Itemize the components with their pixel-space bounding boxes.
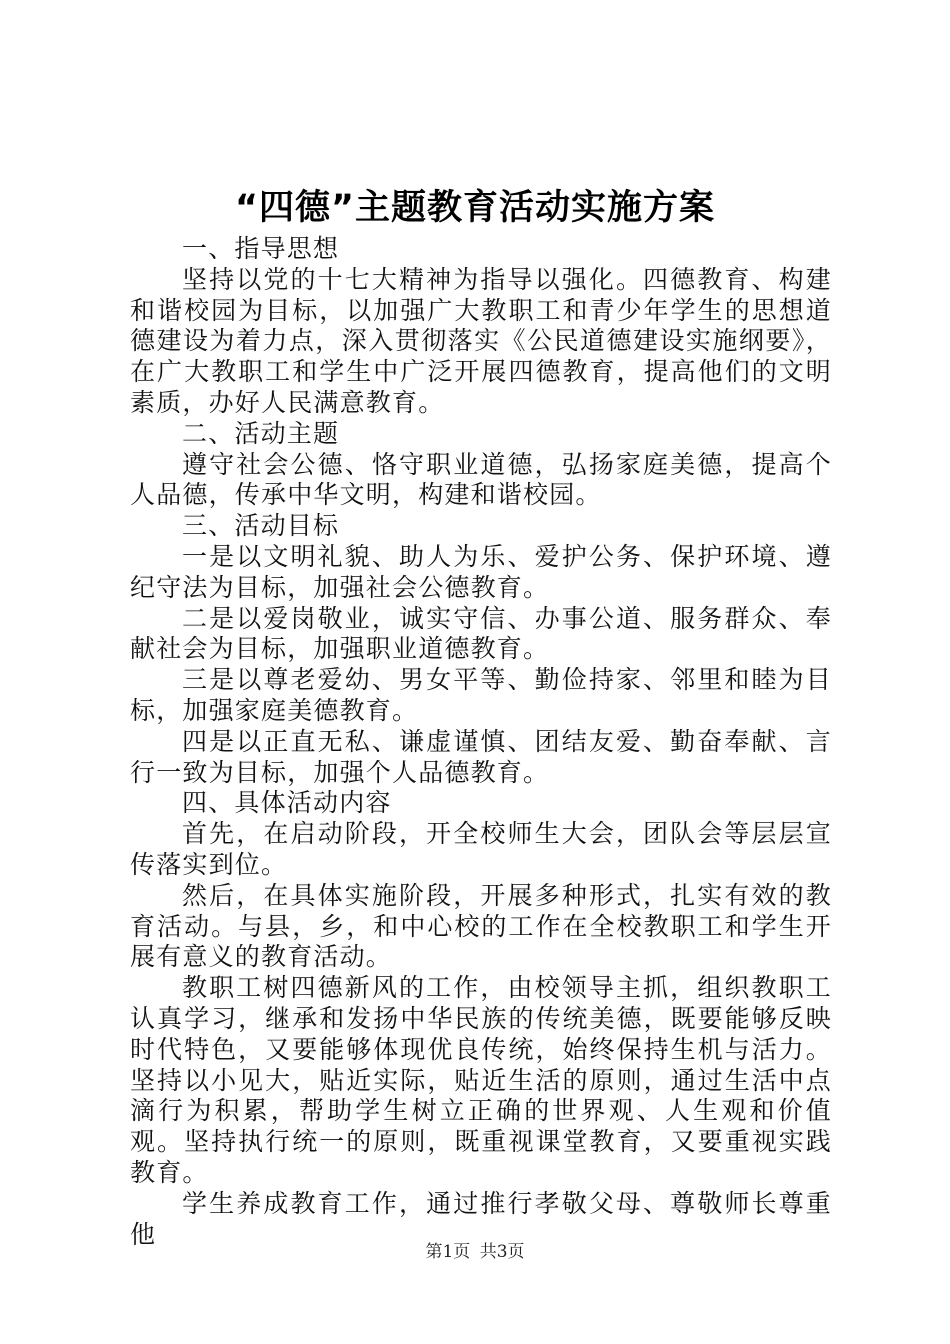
paragraph: 坚持以党的十七大精神为指导以强化。四德教育、构建和谐校园为目标，以加强广大教职工和青少年学生的思想道德建设为着力点，深入贯彻落实《公民道德建设实施纲要》，在广大教职工和学生中广泛开展四德教育，提高他们的文明素质，办好人民满意教育。	[130, 264, 832, 417]
page-number: 第1页	[425, 1242, 471, 1262]
paragraph: 学生养成教育工作，通过推行孝敬父母、尊敬师长尊重他	[130, 1188, 832, 1249]
paragraph: 二是以爱岗敬业，诚实守信、办事公道、服务群众、奉献社会为目标，加强职业道德教育。	[130, 603, 832, 664]
document-body	[130, 234, 832, 1250]
paragraph: 一是以文明礼貌、助人为乐、爱护公务、保护环境、遵纪守法为目标，加强社会公德教育。	[130, 541, 832, 602]
page-footer	[0, 1240, 950, 1264]
section-heading-activity-goals: 三、活动目标	[182, 511, 340, 541]
paragraph: 四是以正直无私、谦虚谨慎、团结友爱、勤奋奉献、言行一致为目标，加强个人品德教育。	[130, 726, 832, 787]
paragraph: 然后，在具体实施阶段，开展多种形式，扎实有效的教育活动。与县，乡，和中心校的工作在全校教职工和学生开展有意义的教育活动。	[130, 880, 832, 972]
paragraph: 遵守社会公德、恪守职业道德，弘扬家庭美德，提高个人品德，传承中华文明，构建和谐校园。	[130, 449, 832, 510]
paragraph: 教职工树四德新风的工作，由校领导主抓，组织教职工认真学习，继承和发扬中华民族的传统美德，既要能够反映时代特色，又要能够体现优良传统，始终保持生机与活力。坚持以小见大，贴近实际，贴近生活的原则，通过生活中点滴行为积累，帮助学生树立正确的世界观、人生观和价值观。坚持执行统一的原则，既重视课堂教育，又要重视实践教育。	[130, 973, 832, 1187]
section-heading-activity-theme: 二、活动主题	[182, 418, 340, 448]
paragraph: 首先，在启动阶段，开全校师生大会，团队会等层层宣传落实到位。	[130, 819, 832, 879]
page-total: 共3页	[479, 1242, 525, 1262]
section-heading-guiding-ideology: 一、指导思想	[182, 234, 340, 263]
section-heading-activity-content: 四、具体活动内容	[182, 788, 392, 818]
paragraph: 三是以尊老爱幼、男女平等、勤俭持家、邻里和睦为目标，加强家庭美德教育。	[130, 665, 832, 725]
document-title: “四德”主题教育活动实施方案	[234, 188, 715, 228]
